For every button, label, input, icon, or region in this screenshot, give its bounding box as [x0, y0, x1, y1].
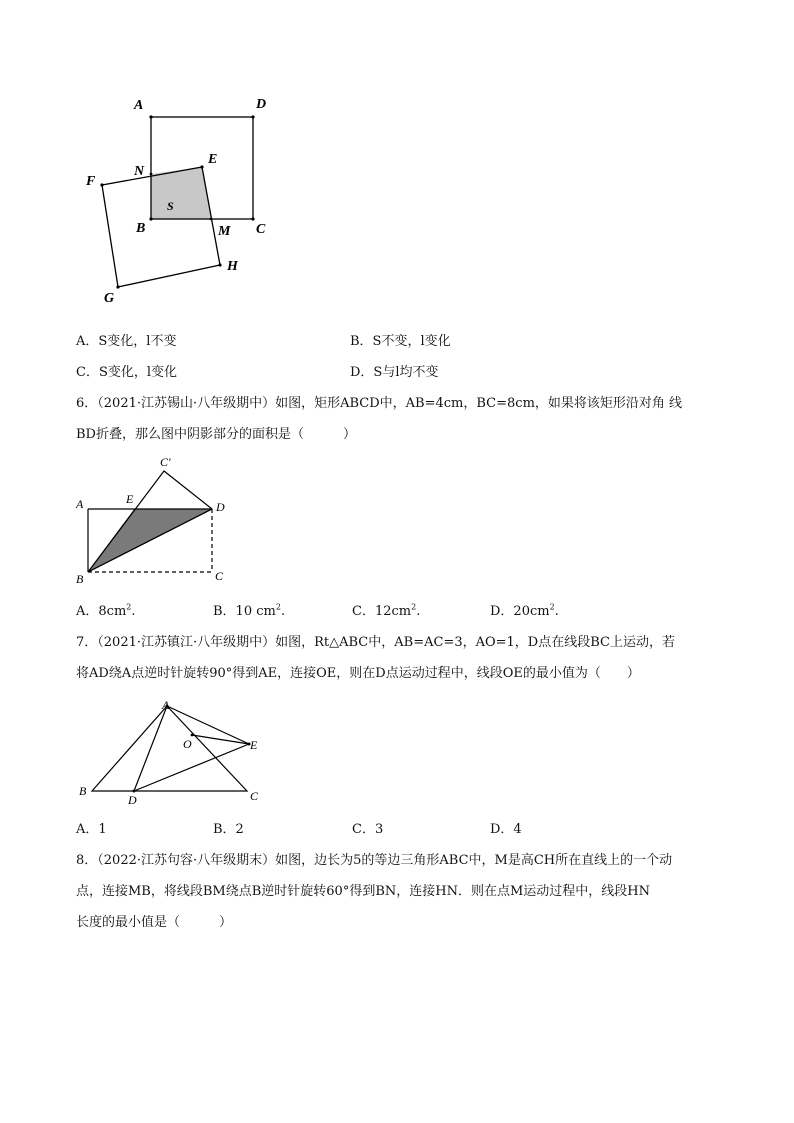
- label-g: G: [104, 291, 115, 306]
- q5-option-d[interactable]: D．S与l均不变: [350, 365, 439, 380]
- q6-text-line-2: BD折叠，那么图中阴影部分的面积是（ ）: [76, 427, 356, 442]
- q6-text-line-1: 6．（2021·江苏锡山·八年级期中）如图，矩形ABCD中，AB=4cm，BC=8cm，如果将该矩形沿对角 线: [76, 396, 683, 411]
- q8-text-line-3: 长度的最小值是（ ）: [76, 915, 233, 930]
- figure-squares: [80, 90, 280, 310]
- q8-text-line-1: 8．（2022·江苏句容·八年级期末）如图，边长为5的等边三角形ABC中，M是高CH所在直线上的一个动: [76, 853, 673, 868]
- figure-right-triangle: [74, 696, 274, 810]
- q5-option-a[interactable]: A．S变化，l不变: [76, 334, 177, 349]
- label-c-prime: C′: [160, 455, 171, 469]
- label-b: B: [76, 572, 84, 586]
- q7-option-a[interactable]: A．1: [76, 822, 107, 837]
- label-f: F: [86, 174, 96, 189]
- label-d: D: [128, 793, 137, 807]
- label-c: C: [215, 569, 224, 583]
- label-b: B: [136, 221, 146, 236]
- q7-option-b[interactable]: B．2: [213, 822, 244, 837]
- q7-text-line-1: 7．（2021·江苏镇江·八年级期中）如图，Rt△ABC中，AB=AC=3，AO=1，D点在线段BC上运动，若: [76, 635, 675, 650]
- figure-folded-rectangle: [70, 452, 250, 592]
- q6-option-b[interactable]: B．10 $cm^2$.: [213, 602, 286, 619]
- label-e: E: [208, 152, 218, 167]
- label-m: M: [218, 224, 231, 239]
- q5-option-b[interactable]: B．S不变，l变化: [350, 334, 451, 349]
- q8-text-line-2: 点，连接MB，将线段BM绕点B逆时针旋转60°得到BN，连接HN．则在点M运动过程中，线段HN: [76, 884, 650, 899]
- label-a: A: [162, 698, 170, 712]
- segment-ae: [167, 706, 249, 744]
- label-s: S: [167, 199, 174, 213]
- q7-text-line-2: 将AD绕A点逆时针旋转90°得到AE，连接OE，则在D点运动过程中，线段OE的最小值为（ ）: [76, 666, 640, 681]
- label-c: C: [250, 789, 259, 803]
- label-d: D: [256, 97, 267, 112]
- segment-ad: [134, 706, 167, 791]
- label-n: N: [134, 164, 145, 179]
- label-o: O: [183, 737, 192, 751]
- segment-de: [134, 744, 249, 791]
- q6-option-a[interactable]: A．$8cm^2$.: [76, 602, 136, 619]
- triangle-abc: [92, 706, 247, 791]
- label-d: D: [216, 500, 225, 514]
- q5-option-c[interactable]: C．S变化，l变化: [76, 365, 178, 380]
- label-c: C: [256, 222, 266, 237]
- label-a: A: [134, 98, 144, 113]
- q6-option-d[interactable]: D．$20cm^2$.: [490, 602, 559, 619]
- label-h: H: [227, 259, 238, 274]
- q7-option-c[interactable]: C．3: [352, 822, 384, 837]
- label-e: E: [126, 492, 134, 506]
- q7-option-d[interactable]: D．4: [490, 822, 522, 837]
- label-e: E: [250, 738, 258, 752]
- label-b: B: [79, 784, 87, 798]
- q6-option-c[interactable]: C．$12cm^2$.: [352, 602, 421, 619]
- label-a: A: [76, 497, 84, 511]
